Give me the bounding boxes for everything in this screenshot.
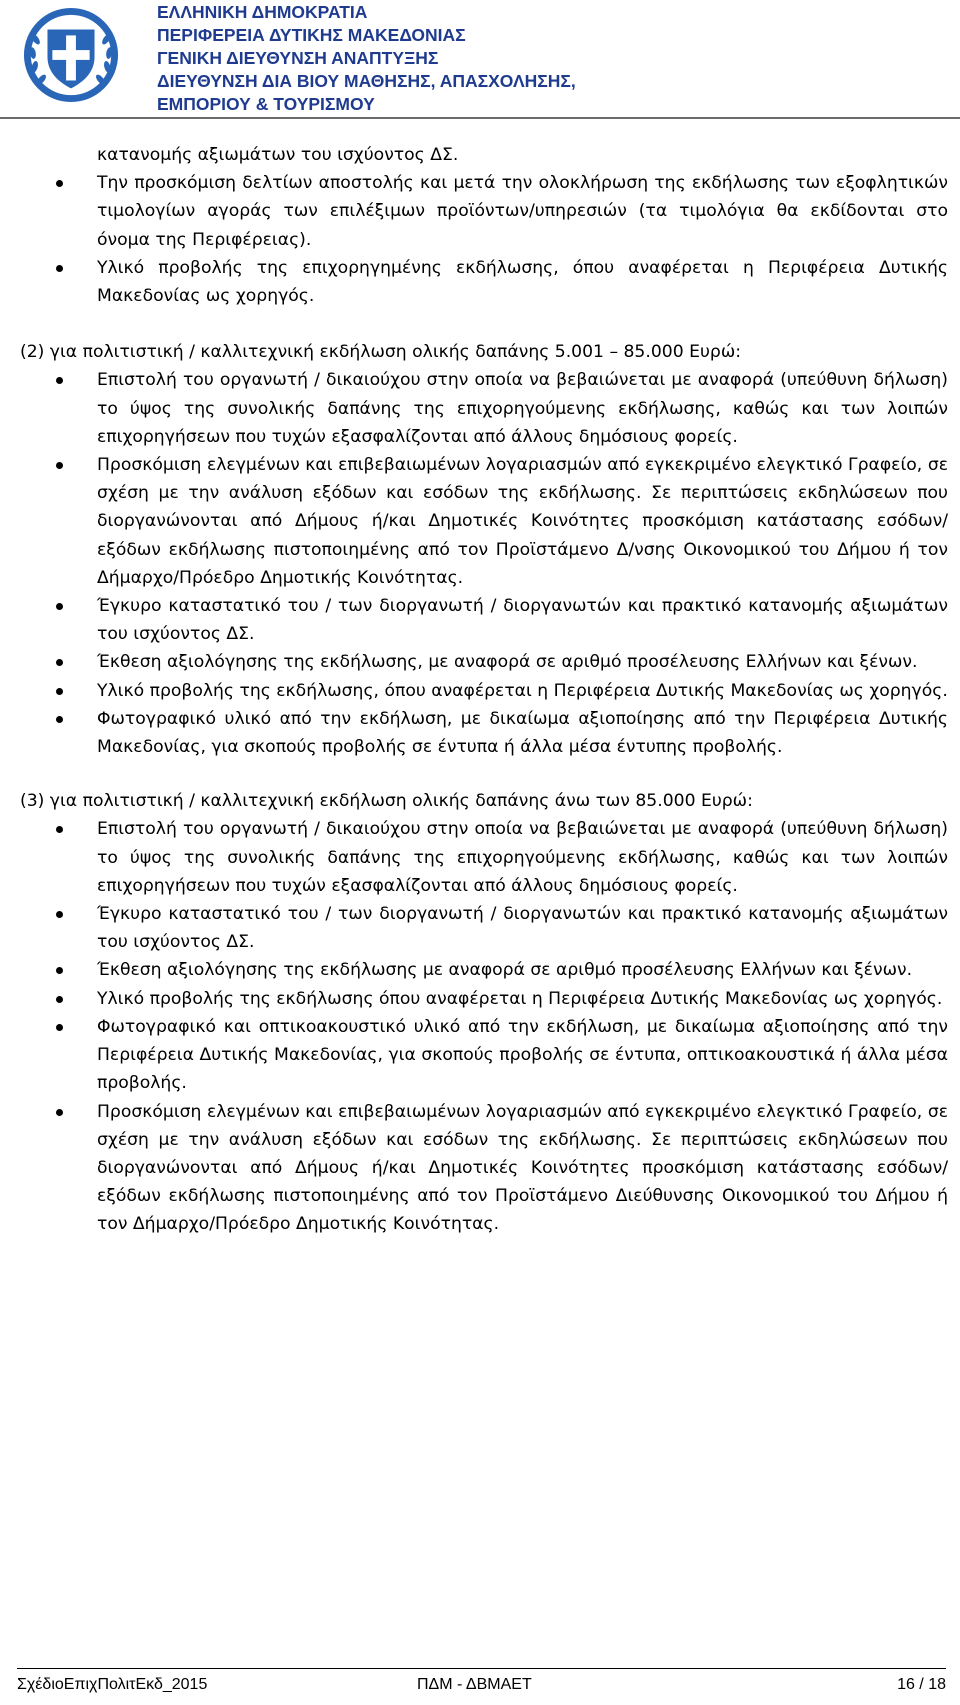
footer-divider [17, 1668, 946, 1669]
document-filename: ΣχέδιοΕπιχΠολιτΕκδ_2015 [17, 1676, 208, 1693]
continuation-line: κατανομής αξιωμάτων του ισχύοντος ΔΣ. [97, 145, 459, 165]
section-3-heading: (3) για πολιτιστική / καλλιτεχνική εκδήλωση ολικής δαπάνης άνω των 85.000 Ευρώ: [20, 791, 753, 812]
department-code: ΠΔΜ - ΔΒΜΑΕΤ [417, 1676, 532, 1693]
list-item: Έγκυρο καταστατικό του / των διοργανωτή / διοργανωτών και πρακτικό κατανομής αξιωμάτων του ισχύοντος ΔΣ. [97, 592, 948, 648]
header-divider [0, 117, 960, 119]
list-item: Υλικό προβολής της εκδήλωσης, όπου αναφέρεται η Περιφέρεια Δυτικής Μακεδονίας ως χορηγός. [97, 677, 948, 705]
section-2-list [0, 366, 960, 761]
document-body [0, 141, 960, 1239]
page-header [0, 0, 960, 117]
list-item: Προσκόμιση ελεγμένων και επιβεβαιωμένων λογαριασμών από εγκεκριμένο ελεγκτικό Γραφείο, σε σχέση με την ανάλυση εξόδων και εσόδων της εκδήλωσης. Σε περιπτώσεις εκδηλώσεων που διοργανώνονται από Δήμους ή/και Δημοτικές Κοινότητες προσκόμιση κατάστασης εσόδων/εξόδων εκδήλωσης πιστοποιημένης από τον Προϊστάμενο Δ/νσης Οικονομικού του Δήμου ή τον Δήμαρχο/Πρόεδρο Δημοτικής Κοινότητας. [97, 451, 948, 592]
list-item: Φωτογραφικό και οπτικοακουστικό υλικό από την εκδήλωση, με δικαίωμα αξιοποίησης από την Περιφέρεια Δυτικής Μακεδονίας, για σκοπούς προβολής σε έντυπα, οπτικοακουστικά ή άλλα μέσα προβολής. [97, 1013, 948, 1098]
list-item: Επιστολή του οργανωτή / δικαιούχου στην οποία να βεβαιώνεται με αναφορά (υπεύθυνη δήλωση) το ύψος της συνολικής δαπάνης της επιχορηγούμενης εκδήλωσης, καθώς και των λοιπών επιχορηγήσεων που τυχών εξασφαλίζονται από άλλους δημόσιους φορείς. [97, 815, 948, 900]
list-item: Την προσκόμιση δελτίων αποστολής και μετά την ολοκλήρωση της εκδήλωσης των εξοφλητικών τιμολογίων αγοράς των επιλέξιμων προϊόντων/υπηρεσιών (τα τιμολόγια θα εκδίδονται στο όνομα της Περιφέρειας). [97, 169, 948, 254]
org-line-3: ΓΕΝΙΚΗ ΔΙΕΥΘΥΝΣΗ ΑΝΑΠΤΥΞΗΣ [157, 48, 439, 68]
page-number: 16 / 18 [897, 1676, 946, 1693]
continuation-list [0, 169, 960, 310]
list-item: Υλικό προβολής της εκδήλωσης όπου αναφέρεται η Περιφέρεια Δυτικής Μακεδονίας ως χορηγός. [97, 985, 948, 1013]
page-footer [17, 1674, 946, 1698]
greek-coat-of-arms-icon [22, 6, 120, 104]
organization-name [157, 1, 576, 116]
list-item: Επιστολή του οργανωτή / δικαιούχου στην οποία να βεβαιώνεται με αναφορά (υπεύθυνη δήλωση) το ύψος της συνολικής δαπάνης της επιχορηγούμενης εκδήλωσης, καθώς και των λοιπών επιχορηγήσεων που τυχών εξασφαλίζονται από άλλους δημόσιους φορείς. [97, 366, 948, 451]
list-item: Φωτογραφικό υλικό από την εκδήλωση, με δικαίωμα αξιοποίησης από την Περιφέρεια Δυτικής Μακεδονίας, για σκοπούς προβολής σε έντυπα ή άλλα μέσα έντυπης προβολής. [97, 705, 948, 761]
org-line-4: ΔΙΕΥΘΥΝΣΗ ΔΙΑ ΒΙΟΥ ΜΑΘΗΣΗΣ, ΑΠΑΣΧΟΛΗΣΗΣ, [157, 71, 576, 91]
section-3-list [0, 815, 960, 1238]
list-item: Υλικό προβολής της επιχορηγημένης εκδήλωσης, όπου αναφέρεται η Περιφέρεια Δυτικής Μακεδονίας ως χορηγός. [97, 254, 948, 310]
org-line-5: ΕΜΠΟΡΙΟΥ & ΤΟΥΡΙΣΜΟΥ [157, 94, 375, 114]
org-line-1: ΕΛΛΗΝΙΚΗ ΔΗΜΟΚΡΑΤΙΑ [157, 2, 368, 22]
section-2-heading: (2) για πολιτιστική / καλλιτεχνική εκδήλωση ολικής δαπάνης 5.001 – 85.000 Ευρώ: [20, 342, 742, 363]
list-item: Έκθεση αξιολόγησης της εκδήλωσης με αναφορά σε αριθμό προσέλευσης Ελλήνων και ξένων. [97, 956, 948, 984]
list-item: Έκθεση αξιολόγησης της εκδήλωσης, με αναφορά σε αριθμό προσέλευσης Ελλήνων και ξένων. [97, 648, 948, 676]
list-item: Έγκυρο καταστατικό του / των διοργανωτή / διοργανωτών και πρακτικό κατανομής αξιωμάτων του ισχύοντος ΔΣ. [97, 900, 948, 956]
org-line-2: ΠΕΡΙΦΕΡΕΙΑ ΔΥΤΙΚΗΣ ΜΑΚΕΔΟΝΙΑΣ [157, 25, 466, 45]
list-item: Προσκόμιση ελεγμένων και επιβεβαιωμένων λογαριασμών από εγκεκριμένο ελεγκτικό Γραφείο, σε σχέση με την ανάλυση εξόδων και εσόδων της εκδήλωσης. Σε περιπτώσεις εκδηλώσεων που διοργανώνονται από Δήμους ή/και Δημοτικές Κοινότητες προσκόμιση κατάστασης εσόδων/εξόδων εκδήλωσης πιστοποιημένης από τον Προϊστάμενο Διεύθυνσης Οικονομικού του Δήμου ή τον Δήμαρχο/Πρόεδρο Δημοτικής Κοινότητας. [97, 1098, 948, 1239]
